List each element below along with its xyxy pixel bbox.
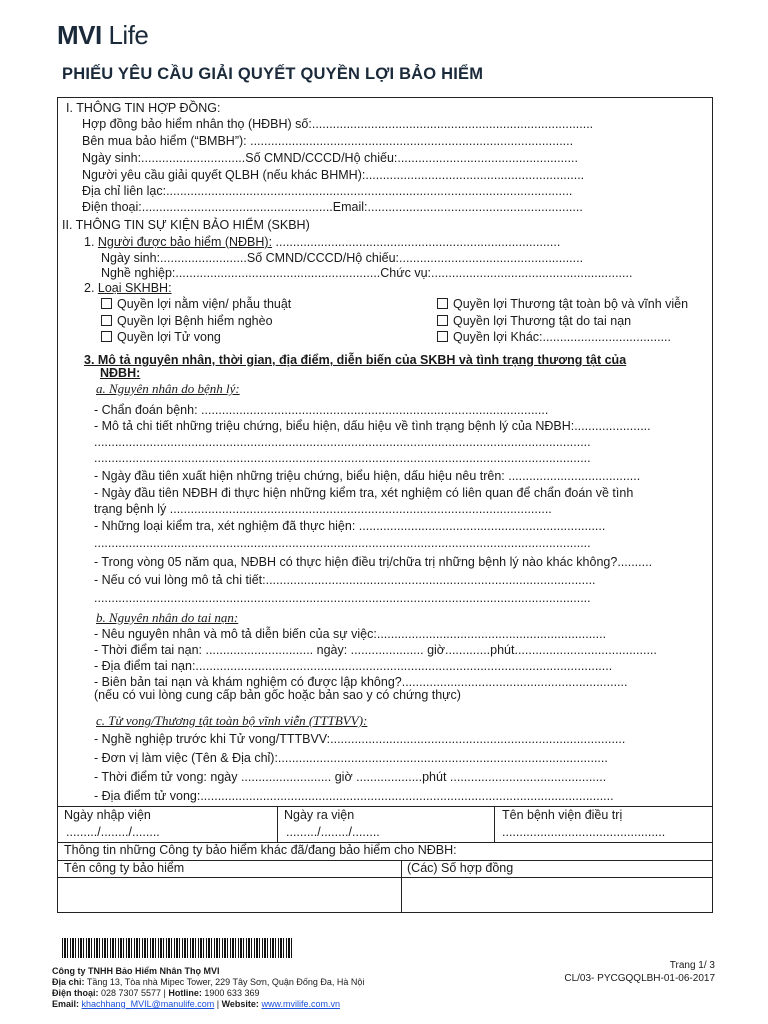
option-death[interactable]: Quyền lợi Tử vong <box>101 330 221 345</box>
checkbox[interactable] <box>437 315 448 326</box>
item1-number: 1. <box>84 235 98 249</box>
section2-heading: II. THÔNG TIN SỰ KIỆN BẢO HIỂM (SKBH) <box>62 218 310 232</box>
death-line[interactable]: - Nghề nghiệp trước khi Tử vong/TTTBVV:..................................................................................... <box>94 732 626 746</box>
section1-heading: I. THÔNG TIN HỢP ĐỒNG: <box>66 101 221 115</box>
admission-date-label: Ngày nhập viện <box>64 808 151 822</box>
death-line[interactable]: - Thời điểm tử vong: ngày .......................... giờ ...................phút ............................................. <box>94 770 607 784</box>
insurer-contract-header: (Các) Số hợp đồng <box>407 861 514 875</box>
illness-line[interactable]: - Ngày đầu tiên xuất hiện những triệu chứng, biểu hiện, dấu hiệu nêu trên: ...................................... <box>94 469 641 483</box>
illness-line[interactable]: - Trong vòng 05 năm qua, NĐBH có thực hiện điều trị/chữa trị những bệnh lý nào khác không?.......... <box>94 555 653 569</box>
logo-bold: MVI <box>57 20 102 50</box>
footer-company: Công ty TNHH Bảo Hiểm Nhân Thọ MVI <box>52 966 220 976</box>
barcode <box>62 938 292 958</box>
discharge-date-field[interactable]: ........./......../........ <box>286 825 380 839</box>
checkbox[interactable] <box>437 331 448 342</box>
insurer-company-cell[interactable] <box>58 878 400 912</box>
dob-id-field[interactable]: Ngày sinh:..............................Số CMND/CCCD/Hộ chiếu:.................................................... <box>82 151 578 165</box>
form-code: CL/03- PYCGQQLBH-01-06-2017 <box>564 973 715 984</box>
option-other[interactable]: Quyền lợi Khác:..................................... <box>437 330 671 345</box>
death-line[interactable]: - Địa điểm tử vong:....................................................................................................................... <box>94 789 614 803</box>
illness-line[interactable]: ............................................................................................................................................... <box>94 435 591 449</box>
discharge-date-label: Ngày ra viện <box>284 808 355 822</box>
phone-email-field[interactable]: Điện thoại:.......................................................Email:.............................................................. <box>82 200 583 214</box>
checkbox[interactable] <box>437 298 448 309</box>
admission-date-field[interactable]: ........./......../........ <box>66 825 160 839</box>
accident-line[interactable]: - Nêu nguyên nhân và mô tả diễn biến của sự việc:.................................................................. <box>94 627 607 641</box>
hospital-name-label: Tên bệnh viện điều trị <box>502 808 623 822</box>
illness-line[interactable]: - Chẩn đoán bệnh: .................................................................................................... <box>94 403 549 417</box>
insured-job-field[interactable]: Nghề nghiệp:...........................................................Chức vụ:.......................................................... <box>101 266 633 280</box>
item1-dots: .................................................................................. <box>272 235 561 249</box>
illness-line[interactable]: ............................................................................................................................................... <box>94 591 591 605</box>
illness-line[interactable]: - Nếu có vui lòng mô tả chi tiết:............................................................................................... <box>94 573 596 587</box>
other-insurers-heading: Thông tin những Công ty bảo hiểm khác đã/đang bảo hiểm cho NĐBH: <box>64 843 457 857</box>
policyholder-field[interactable]: Bên mua bảo hiểm (“BMBH”): ............................................................................................. <box>82 134 574 148</box>
option-critical-illness[interactable]: Quyền lợi Bệnh hiểm nghèo <box>101 314 273 329</box>
website-link[interactable]: www.mvilife.com.vn <box>261 999 340 1009</box>
death-disability-title: c. Tử vong/Thương tật toàn bộ vĩnh viễn (TTTBVV): <box>96 713 368 728</box>
insured-heading[interactable] <box>84 235 560 250</box>
table-divider-2 <box>494 806 495 842</box>
form-title: PHIẾU YÊU CẦU GIẢI QUYẾT QUYỀN LỢI BẢO HIỂM <box>62 65 484 83</box>
footer-address: Địa chỉ: Tầng 13, Tòa nhà Mipec Tower, 229 Tây Sơn, Quận Đống Đa, Hà Nội <box>52 977 365 987</box>
checkbox[interactable] <box>101 315 112 326</box>
checkbox[interactable] <box>101 331 112 342</box>
checkbox[interactable] <box>101 298 112 309</box>
item1-label: Người được bảo hiểm (NĐBH): <box>97 235 273 249</box>
footer-contact: Email: khachhang_MVIL@manulife.com | Website: www.mvilife.com.vn <box>52 999 340 1009</box>
illness-line[interactable]: ............................................................................................................................................... <box>94 451 591 465</box>
accident-line[interactable]: - Địa điểm tai nạn:........................................................................................................................ <box>94 659 613 673</box>
footer-phone: Điện thoại: 028 7307 5577 | Hotline: 1900 633 369 <box>52 988 260 998</box>
illness-line[interactable]: - Những loại kiểm tra, xét nghiệm đã thực hiện: ....................................................................... <box>94 519 606 533</box>
option-permanent-disability[interactable]: Quyền lợi Thương tật toàn bộ và vĩnh viễn <box>437 297 688 312</box>
table-divider-1 <box>277 806 278 842</box>
illness-line[interactable]: trạng bệnh lý .............................................................................................................. <box>94 502 552 516</box>
cause-illness-title: a. Nguyên nhân do bệnh lý: <box>96 381 240 396</box>
death-line[interactable]: - Đơn vị làm việc (Tên & Địa chỉ):............................................................................................... <box>94 751 608 765</box>
page-number: Trang 1/ 3 <box>669 960 715 971</box>
item2-label: Loại SKHBH: <box>97 281 172 295</box>
mvi-life-logo <box>57 20 148 51</box>
logo-rest: Life <box>101 20 149 50</box>
option-accident-injury[interactable]: Quyền lợi Thương tật do tai nạn <box>437 314 631 329</box>
item2-number: 2. <box>84 281 98 295</box>
accident-line[interactable]: - Biên bản tai nạn và khám nghiệm có được lập không?................................................................. <box>94 675 628 689</box>
hospital-name-field[interactable]: ............................................... <box>502 825 666 839</box>
insurer-contract-cell[interactable] <box>402 878 712 912</box>
insurer-company-header: Tên công ty bảo hiểm <box>64 861 185 875</box>
item3-heading-line2: NĐBH: <box>100 366 141 380</box>
illness-line[interactable]: - Mô tả chi tiết những triệu chứng, biểu hiện, dấu hiệu về tình trạng bệnh lý của NĐBH:...................... <box>94 419 651 433</box>
address-field[interactable]: Địa chỉ liên lạc:..................................................................................................................... <box>82 184 573 198</box>
cause-accident-title: b. Nguyên nhân do tai nạn: <box>96 610 239 625</box>
contract-number-field[interactable]: Hợp đồng bảo hiểm nhân thọ (HĐBH) số:................................................................................. <box>82 117 594 131</box>
illness-line[interactable]: ............................................................................................................................................... <box>94 536 591 550</box>
accident-note: (nếu có vui lòng cung cấp bản gốc hoặc bản sao y có chứng thực) <box>94 688 461 702</box>
option-hospitalization[interactable]: Quyền lợi nằm viện/ phẫu thuật <box>101 297 291 312</box>
email-link[interactable]: khachhang_MVIL@manulife.com <box>81 999 215 1009</box>
item3-heading-line1: 3. Mô tả nguyên nhân, thời gian, địa điểm, diễn biến của SKBH và tình trạng thương tật của <box>84 353 627 367</box>
insured-dob-id-field[interactable]: Ngày sinh:.........................Số CMND/CCCD/Hộ chiếu:..................................................... <box>101 251 584 265</box>
table-top-border <box>57 806 713 807</box>
illness-line: - Ngày đầu tiên NĐBH đi thực hiện những kiểm tra, xét nghiệm có liên quan để chẩn đoán về tình <box>94 486 634 500</box>
event-type-heading <box>84 281 172 296</box>
accident-line[interactable]: - Thời điểm tai nạn: ............................... ngày: ..................... giờ.............phút......................................... <box>94 643 657 657</box>
claimant-field[interactable]: Người yêu cầu giải quyết QLBH (nếu khác BHMH):............................................................... <box>82 168 585 182</box>
